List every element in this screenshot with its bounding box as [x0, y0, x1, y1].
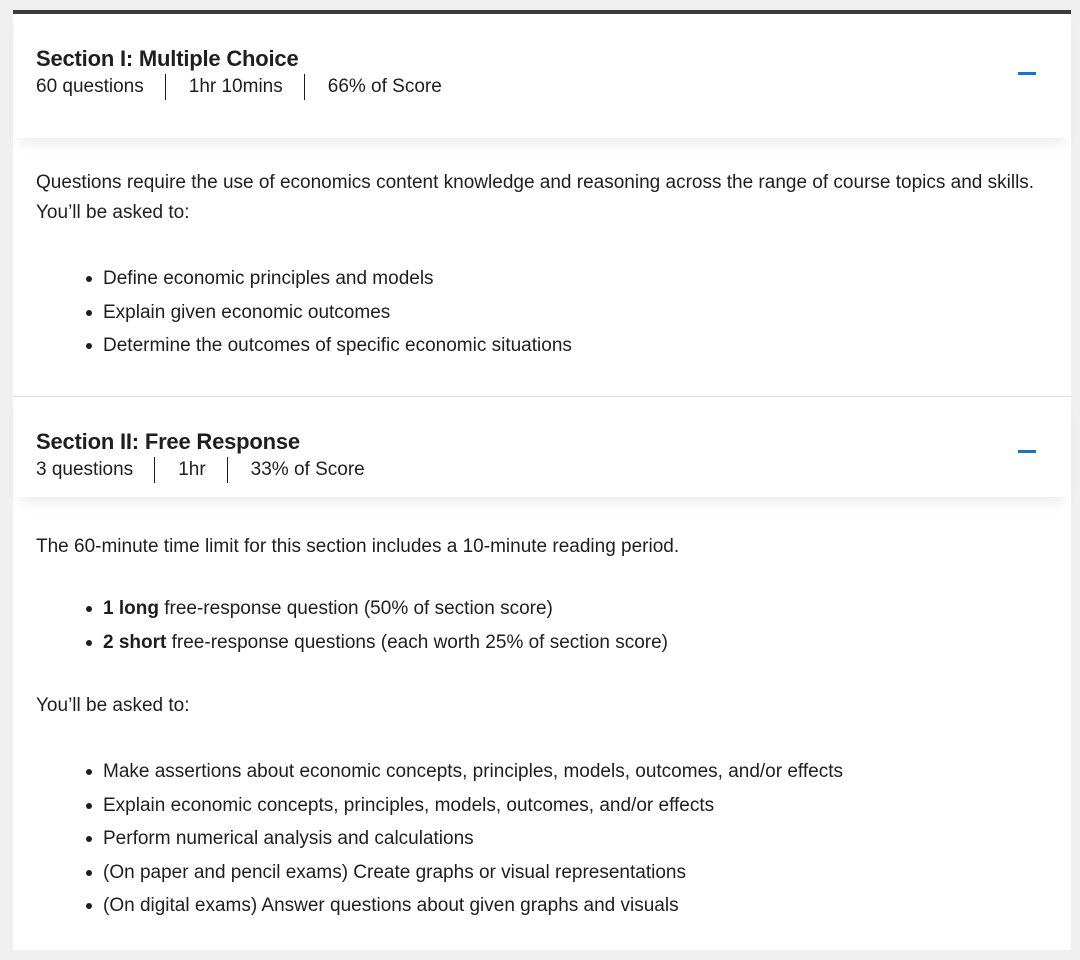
question-description: free-response question (50% of section score) [158, 598, 553, 619]
list-item: Explain given economic outcomes [84, 296, 1048, 330]
list-item: Define economic principles and models [84, 262, 1048, 296]
section-1-header[interactable] [13, 14, 1071, 138]
section-1-score-weight: 66% of Score [304, 74, 442, 100]
list-item [84, 626, 1048, 660]
section-2-duration: 1hr [154, 457, 226, 483]
list-item: Explain economic concepts, principles, models, outcomes, and/or effects [84, 789, 1048, 823]
minus-icon[interactable] [1018, 442, 1036, 460]
list-item: (On paper and pencil exams) Create graphs or visual representations [84, 856, 1048, 890]
question-description: free-response questions (each worth 25% of section score) [166, 631, 669, 653]
section-2-panel [13, 497, 1071, 938]
list-item: Determine the outcomes of specific economic situations [84, 329, 1048, 363]
minus-icon[interactable] [1018, 64, 1036, 82]
section-1-meta [36, 74, 1048, 100]
section-1-duration: 1hr 10mins [165, 74, 304, 100]
question-count-bold: 2 short [103, 631, 167, 653]
section-2-intro: The 60-minute time limit for this section includes a 10-minute reading period. [36, 536, 680, 557]
list-item: Make assertions about economic concepts, principles, models, outcomes, and/or effects [84, 755, 1048, 789]
section-2-header[interactable] [13, 396, 1071, 497]
section-2-asked-label: You’ll be asked to: [36, 695, 190, 716]
section-2-skills-list [84, 755, 1048, 923]
section-1-title: Section I: Multiple Choice [36, 46, 299, 71]
list-item: Perform numerical analysis and calculations [84, 822, 1048, 856]
section-1-intro: Questions require the use of economics content knowledge and reasoning across the range of course topics and skills. You’ll be asked to: [36, 172, 1035, 223]
section-1-question-count: 60 questions [36, 76, 144, 97]
section-1-panel [13, 138, 1071, 396]
section-2-meta [36, 457, 1048, 483]
exam-sections-accordion [13, 10, 1071, 950]
section-2-title: Section II: Free Response [36, 429, 300, 454]
section-2-question-count: 3 questions [36, 459, 134, 480]
question-count-bold: 1 long [103, 598, 159, 619]
section-2-score-weight: 33% of Score [227, 457, 365, 483]
section-2-question-types [84, 592, 1048, 659]
section-1-skills-list [84, 262, 1048, 363]
list-item [84, 592, 1048, 626]
list-item: (On digital exams) Answer questions about given graphs and visuals [84, 889, 1048, 923]
